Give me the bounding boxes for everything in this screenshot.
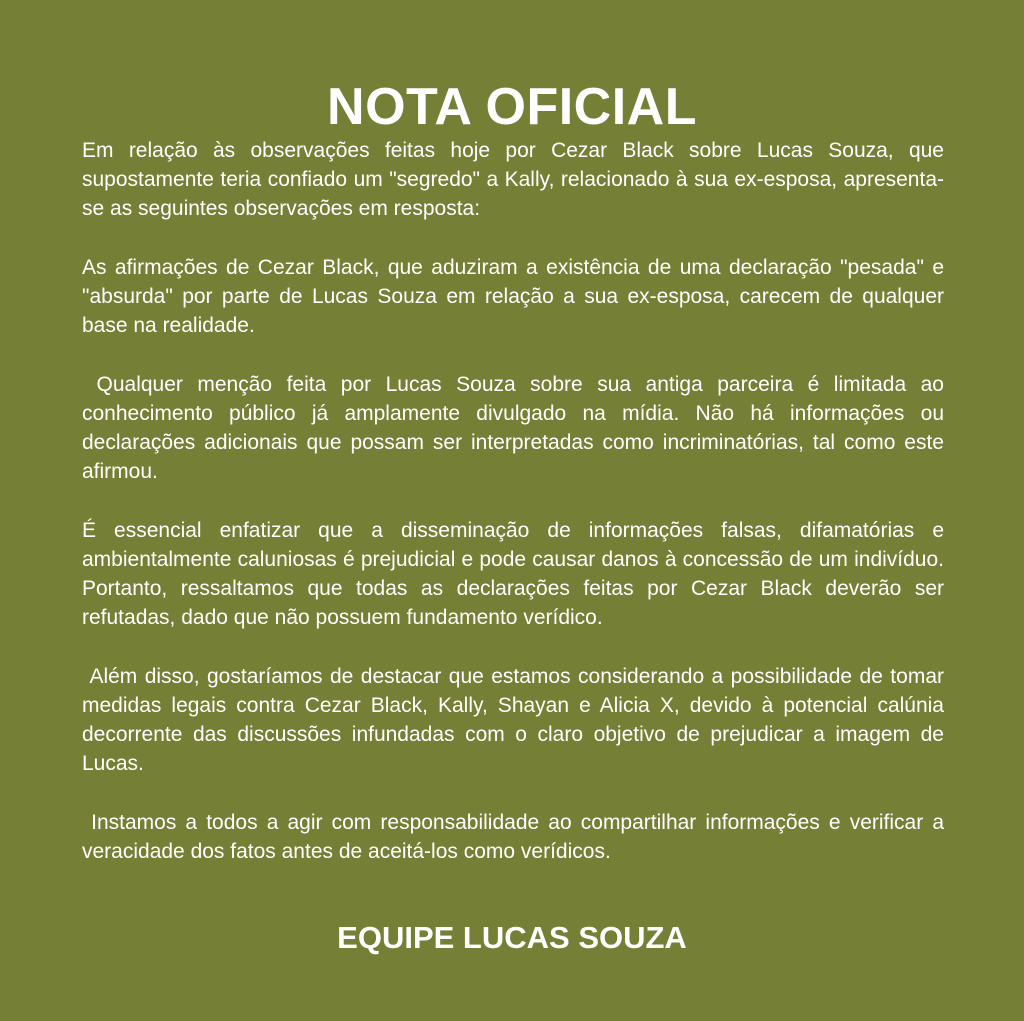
paragraph-disinformation: É essencial enfatizar que a disseminação de informações falsas, difamatórias e ambientalmente caluniosas é prejudicial e pode causar danos à concessão de um indivíduo. Portanto, ressaltamos que todas as declarações feitas por Cezar Black deverão ser refutadas, dado que não possuem fundamento verídico. — [82, 519, 950, 629]
note-body — [82, 136, 950, 896]
paragraph-denial: As afirmações de Cezar Black, que aduziram a existência de uma declaração "pesada" e "absurda" por parte de Lucas Souza em relação a sua ex-esposa, carecem de qualquer base na realidade. — [82, 256, 950, 337]
signature: EQUIPE LUCAS SOUZA — [337, 920, 687, 955]
page-title: NOTA OFICIAL — [327, 77, 697, 136]
paragraph-legal-action: Além disso, gostaríamos de destacar que estamos considerando a possibilidade de tomar medidas legais contra Cezar Black, Kally, Shayan e Alicia X, devido à potencial calúnia decorrente das discussões infundadas com o claro objetivo de prejudicar a imagem de Lucas. — [82, 665, 950, 775]
paragraph-public-knowledge: Qualquer menção feita por Lucas Souza sobre sua antiga parceira é limitada ao conhecimento público já amplamente divulgado na mídia. Não há informações ou declarações adicionais que possam ser interpretadas como incriminatórias, tal como este afirmou. — [82, 373, 950, 483]
paragraph-context: Em relação às observações feitas hoje por Cezar Black sobre Lucas Souza, que supostamente teria confiado um "segredo" a Kally, relacionado à sua ex-esposa, apresenta-se as seguintes observações em resposta: — [82, 139, 950, 220]
paragraph-appeal: Instamos a todos a agir com responsabilidade ao compartilhar informações e verificar a veracidade dos fatos antes de aceitá-los como verídicos. — [82, 811, 950, 863]
